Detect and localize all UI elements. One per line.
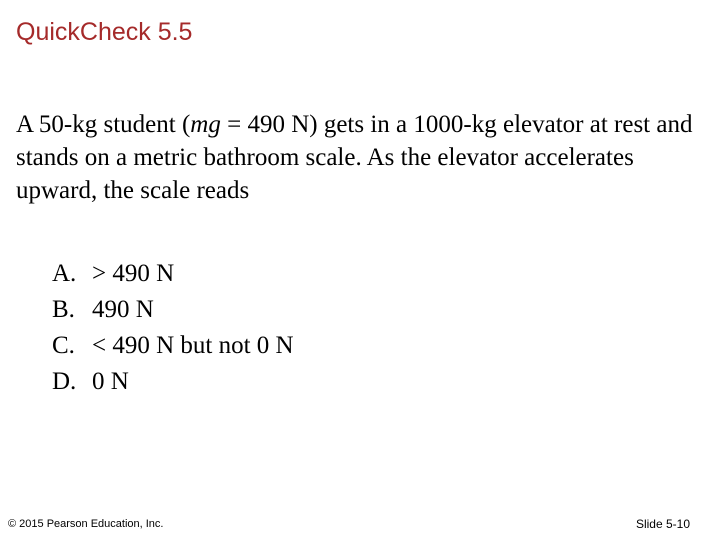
- copyright-footer: © 2015 Pearson Education, Inc.: [8, 518, 164, 530]
- option-text: > 490 N: [92, 260, 175, 287]
- option-text: 490 N: [92, 296, 154, 323]
- option-c: [52, 328, 294, 364]
- question-italic-mg: mg: [190, 111, 221, 138]
- option-d: [52, 364, 294, 400]
- answer-options: [52, 256, 294, 400]
- option-letter: C.: [52, 332, 75, 359]
- option-b: [52, 292, 294, 328]
- option-a: [52, 256, 294, 292]
- question-text: [16, 108, 706, 207]
- question-part-2: = 490 N) gets in a 1000-kg elevator at rest and stands on a metric bathroom scale. As the elevator accelerates upward, the scale reads: [16, 111, 693, 204]
- option-letter: B.: [52, 296, 75, 323]
- option-letter: A.: [52, 260, 77, 287]
- option-text: < 490 N but not 0 N: [92, 332, 294, 359]
- question-part-1: A 50-kg student (: [16, 111, 191, 138]
- option-text: 0 N: [92, 368, 129, 395]
- option-letter: D.: [52, 368, 77, 395]
- slide-title: QuickCheck 5.5: [16, 18, 193, 46]
- slide-number: Slide 5-10: [635, 517, 690, 531]
